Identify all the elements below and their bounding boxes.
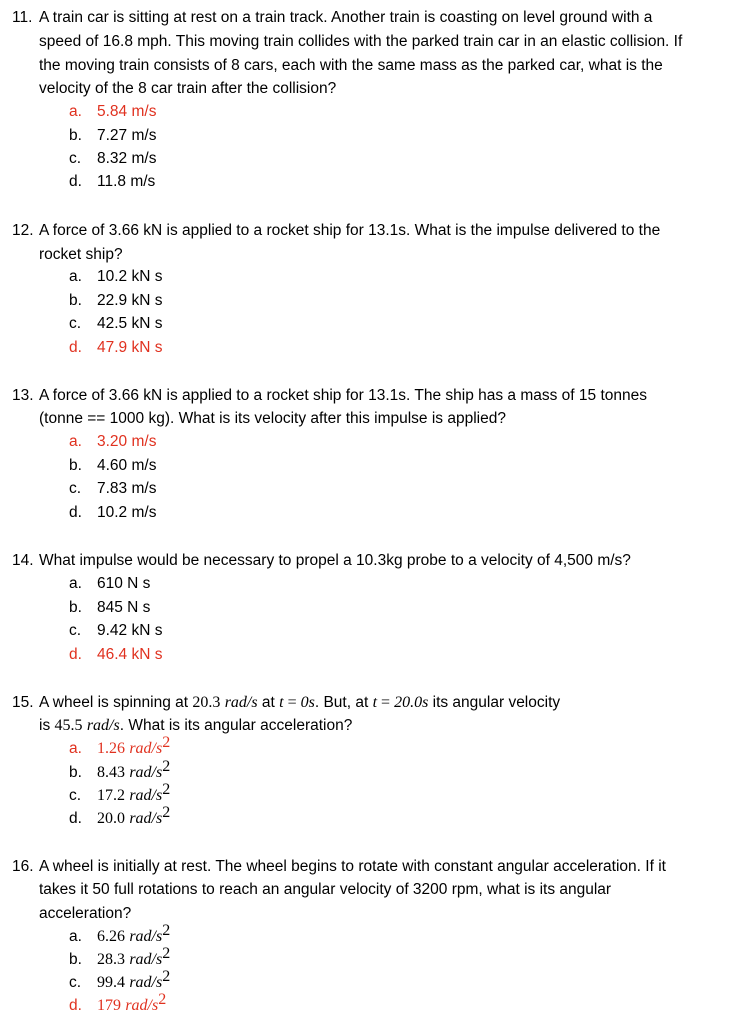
question-text-line: A force of 3.66 kN is applied to a rocket ship for 13.1s. What is the impulse delivered to the — [39, 222, 661, 239]
option-letter: c. — [69, 315, 82, 332]
option-14a — [0, 575, 735, 597]
text-run: is — [39, 717, 55, 734]
option-value: 11.8 m/s — [97, 173, 156, 190]
option-12c — [0, 315, 735, 337]
question-number: 14. — [12, 552, 34, 569]
option-letter: d. — [69, 339, 82, 356]
math-unit: rad/s — [129, 764, 163, 781]
question-text-line: A wheel is initially at rest. The wheel begins to rotate with constant angular acceleration. If it — [39, 858, 666, 875]
math-unit: rad/s — [129, 740, 163, 757]
option-letter: a. — [69, 740, 82, 757]
math-variable: t — [372, 694, 378, 711]
option-13d — [0, 504, 735, 526]
math-unit: rad/s — [125, 997, 159, 1014]
option-letter: c. — [69, 787, 82, 804]
math-value: 45.5 — [54, 717, 83, 734]
math-value: 20.0 — [97, 810, 125, 827]
math-exponent: 2 — [162, 922, 171, 939]
text-run: . But, at — [314, 694, 373, 711]
question-text-line — [39, 694, 560, 712]
option-11a — [0, 103, 735, 125]
option-value: 845 N s — [97, 599, 151, 616]
option-value: 42.5 kN s — [97, 315, 163, 332]
math-value: 28.3 — [97, 951, 125, 968]
math-unit: rad/s — [129, 810, 163, 827]
math-value: 179 — [97, 997, 121, 1014]
question-text-line: velocity of the 8 car train after the collision? — [39, 80, 337, 97]
math-value: 20.3 — [192, 694, 221, 711]
option-15d — [0, 804, 735, 832]
option-value: 8.32 m/s — [97, 150, 157, 167]
option-13a — [0, 433, 735, 455]
math-exponent: 2 — [162, 945, 171, 962]
option-value: 4.60 m/s — [97, 457, 157, 474]
option-value: 7.27 m/s — [97, 127, 157, 144]
option-value — [97, 758, 171, 782]
question-number: 13. — [12, 387, 34, 404]
math-unit: rad/s — [224, 694, 258, 711]
text-run: at — [257, 694, 280, 711]
option-16a — [0, 922, 735, 950]
option-value — [97, 968, 171, 992]
option-13c — [0, 480, 735, 502]
option-16d — [0, 991, 735, 1019]
option-14b — [0, 599, 735, 621]
option-value — [97, 804, 171, 828]
question-number: 12. — [12, 222, 34, 239]
option-12d — [0, 339, 735, 361]
option-16c — [0, 968, 735, 996]
option-15b — [0, 758, 735, 786]
math-exponent: 2 — [158, 991, 167, 1008]
option-value — [97, 781, 171, 805]
question-number: 16. — [12, 858, 34, 875]
math-exponent: 2 — [162, 804, 171, 821]
question-text-line: acceleration? — [39, 905, 132, 922]
option-letter: c. — [69, 622, 82, 639]
math-value: 99.4 — [97, 974, 125, 991]
option-letter: d. — [69, 810, 82, 827]
option-letter: a. — [69, 928, 82, 945]
text-run: A wheel is spinning at — [39, 694, 193, 711]
math-value: 17.2 — [97, 787, 125, 804]
option-letter: a. — [69, 268, 82, 285]
math-exponent: 2 — [162, 734, 171, 751]
option-value: 10.2 kN s — [97, 268, 163, 285]
option-letter: b. — [69, 457, 82, 474]
option-11d — [0, 173, 735, 195]
option-11b — [0, 127, 735, 149]
option-value — [97, 734, 171, 758]
text-run: its angular velocity — [428, 694, 561, 711]
question-text-line: (tonne == 1000 kg). What is its velocity after this impulse is applied? — [39, 410, 506, 427]
question-text-line: rocket ship? — [39, 246, 123, 263]
question-number: 15. — [12, 694, 34, 711]
option-12a — [0, 268, 735, 290]
option-letter: a. — [69, 103, 82, 120]
option-14d — [0, 646, 735, 668]
math-value: 6.26 — [97, 928, 125, 945]
option-value: 9.42 kN s — [97, 622, 163, 639]
math-exponent: 2 — [162, 758, 171, 775]
option-letter: b. — [69, 764, 82, 781]
option-letter: b. — [69, 599, 82, 616]
option-value: 22.9 kN s — [97, 292, 163, 309]
option-letter: d. — [69, 997, 82, 1014]
math-unit: rad/s — [129, 787, 163, 804]
math-value: 0s — [300, 694, 315, 711]
option-value: 46.4 kN s — [97, 646, 163, 663]
math-value: 20.0s — [394, 694, 429, 711]
option-letter: a. — [69, 575, 82, 592]
option-letter: c. — [69, 150, 82, 167]
option-12b — [0, 292, 735, 314]
math-variable: t — [279, 694, 284, 711]
option-value: 10.2 m/s — [97, 504, 157, 521]
option-15a — [0, 734, 735, 762]
option-value: 47.9 kN s — [97, 339, 163, 356]
question-text-line: speed of 16.8 mph. This moving train collides with the parked train car in an elastic collision. If — [39, 33, 683, 50]
option-value — [97, 922, 171, 946]
option-13b — [0, 457, 735, 479]
math-value: 1.26 — [97, 740, 125, 757]
question-text-line: takes it 50 full rotations to reach an angular velocity of 3200 rpm, what is its angular — [39, 881, 612, 898]
option-letter: c. — [69, 974, 82, 991]
option-value: 3.20 m/s — [97, 433, 157, 450]
option-letter: b. — [69, 127, 82, 144]
math-operator: = — [377, 694, 395, 711]
math-exponent: 2 — [162, 968, 171, 985]
question-text-line: A force of 3.66 kN is applied to a rocket ship for 13.1s. The ship has a mass of 15 tonnes — [39, 387, 648, 404]
option-letter: d. — [69, 173, 82, 190]
option-11c — [0, 150, 735, 172]
option-letter: b. — [69, 292, 82, 309]
option-16b — [0, 945, 735, 973]
math-exponent: 2 — [162, 781, 171, 798]
question-text-line: the moving train consists of 8 cars, each with the same mass as the parked car, what is the — [39, 57, 663, 74]
option-letter: a. — [69, 433, 82, 450]
option-14c — [0, 622, 735, 644]
question-text-line: What impulse would be necessary to propel a 10.3kg probe to a velocity of 4,500 m/s? — [39, 552, 631, 569]
question-text-line — [39, 717, 352, 735]
math-unit: rad/s — [86, 717, 120, 734]
question-number: 11. — [12, 9, 33, 26]
option-value: 610 N s — [97, 575, 151, 592]
math-unit: rad/s — [129, 951, 163, 968]
text-run: . What is its angular acceleration? — [119, 717, 353, 734]
option-value — [97, 991, 167, 1015]
option-15c — [0, 781, 735, 809]
math-unit: rad/s — [129, 974, 163, 991]
option-letter: d. — [69, 504, 82, 521]
math-operator: = — [283, 694, 301, 711]
option-letter: d. — [69, 646, 82, 663]
option-letter: c. — [69, 480, 82, 497]
option-value: 5.84 m/s — [97, 103, 157, 120]
question-text-line: A train car is sitting at rest on a train track. Another train is coasting on level ground with a — [39, 9, 653, 26]
option-value — [97, 945, 171, 969]
option-letter: b. — [69, 951, 82, 968]
math-unit: rad/s — [129, 928, 163, 945]
math-value: 8.43 — [97, 764, 125, 781]
option-value: 7.83 m/s — [97, 480, 157, 497]
